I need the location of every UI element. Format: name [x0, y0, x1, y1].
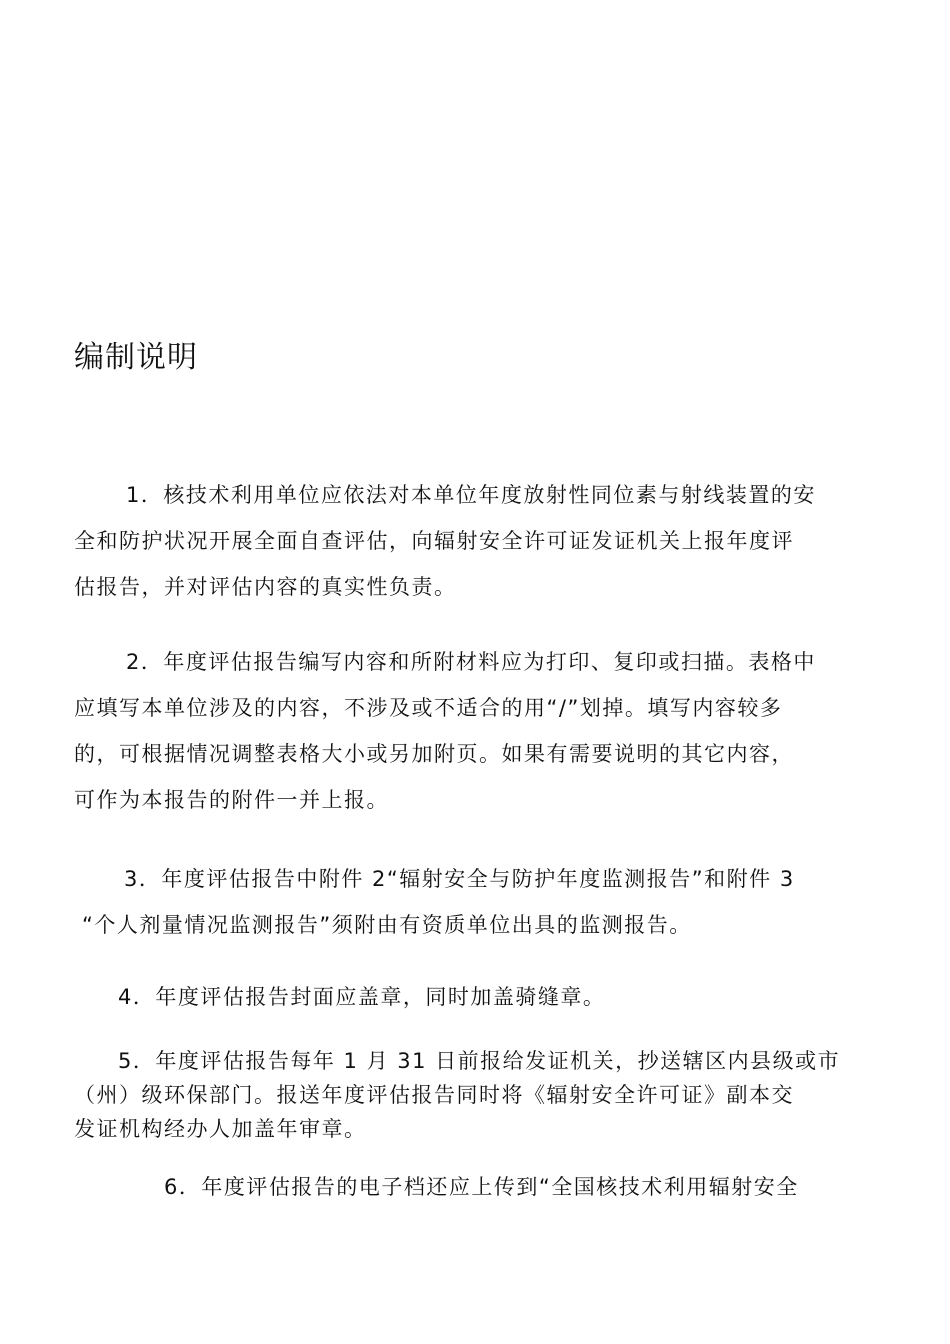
paragraph-line: 2．年度评估报告编写内容和所附材料应为打印、复印或扫描。表格中 — [126, 650, 816, 674]
paragraph-line: 6．年度评估报告的电子档还应上传到“全国核技术利用辐射安全 — [164, 1175, 799, 1199]
paragraph-line: 3．年度评估报告中附件 2“辐射安全与防护年度监测报告”和附件 3 — [124, 867, 795, 891]
paragraph-line: 应填写本单位涉及的内容，不涉及或不适合的用“/”划掉。填写内容较多 — [74, 696, 783, 720]
paragraph-line: 可作为本报告的附件一并上报。 — [74, 788, 389, 812]
paragraph-2 — [74, 639, 880, 823]
paragraph-line: 的，可根据情况调整表格大小或另加附页。如果有需要说明的其它内容， — [74, 742, 794, 766]
document-heading: 编制说明 — [74, 340, 198, 375]
paragraph-5 — [74, 1044, 880, 1146]
paragraph-1 — [74, 472, 880, 610]
paragraph-line: 估报告，并对评估内容的真实性负责。 — [74, 575, 457, 599]
paragraph-line: “个人剂量情况监测报告”须附由有资质单位出具的监测报告。 — [82, 913, 692, 937]
paragraph-6 — [74, 1164, 880, 1210]
paragraph-line: 1．核技术利用单位应依法对本单位年度放射性同位素与射线装置的安 — [126, 483, 816, 507]
paragraph-line: （州）级环保部门。报送年度评估报告同时将《辐射安全许可证》副本交 — [74, 1083, 794, 1107]
paragraph-line: 全和防护状况开展全面自查评估，向辐射安全许可证发证机关上报年度评 — [74, 529, 794, 553]
paragraph-3 — [74, 856, 880, 948]
paragraph-line: 发证机构经办人加盖年审章。 — [74, 1117, 367, 1141]
paragraph-line: 5．年度评估报告每年 1 月 31 日前报给发证机关，抄送辖区内县级或市 — [118, 1049, 841, 1073]
paragraph-line: 4．年度评估报告封面应盖章，同时加盖骑缝章。 — [118, 985, 606, 1009]
paragraph-4 — [74, 974, 880, 1020]
